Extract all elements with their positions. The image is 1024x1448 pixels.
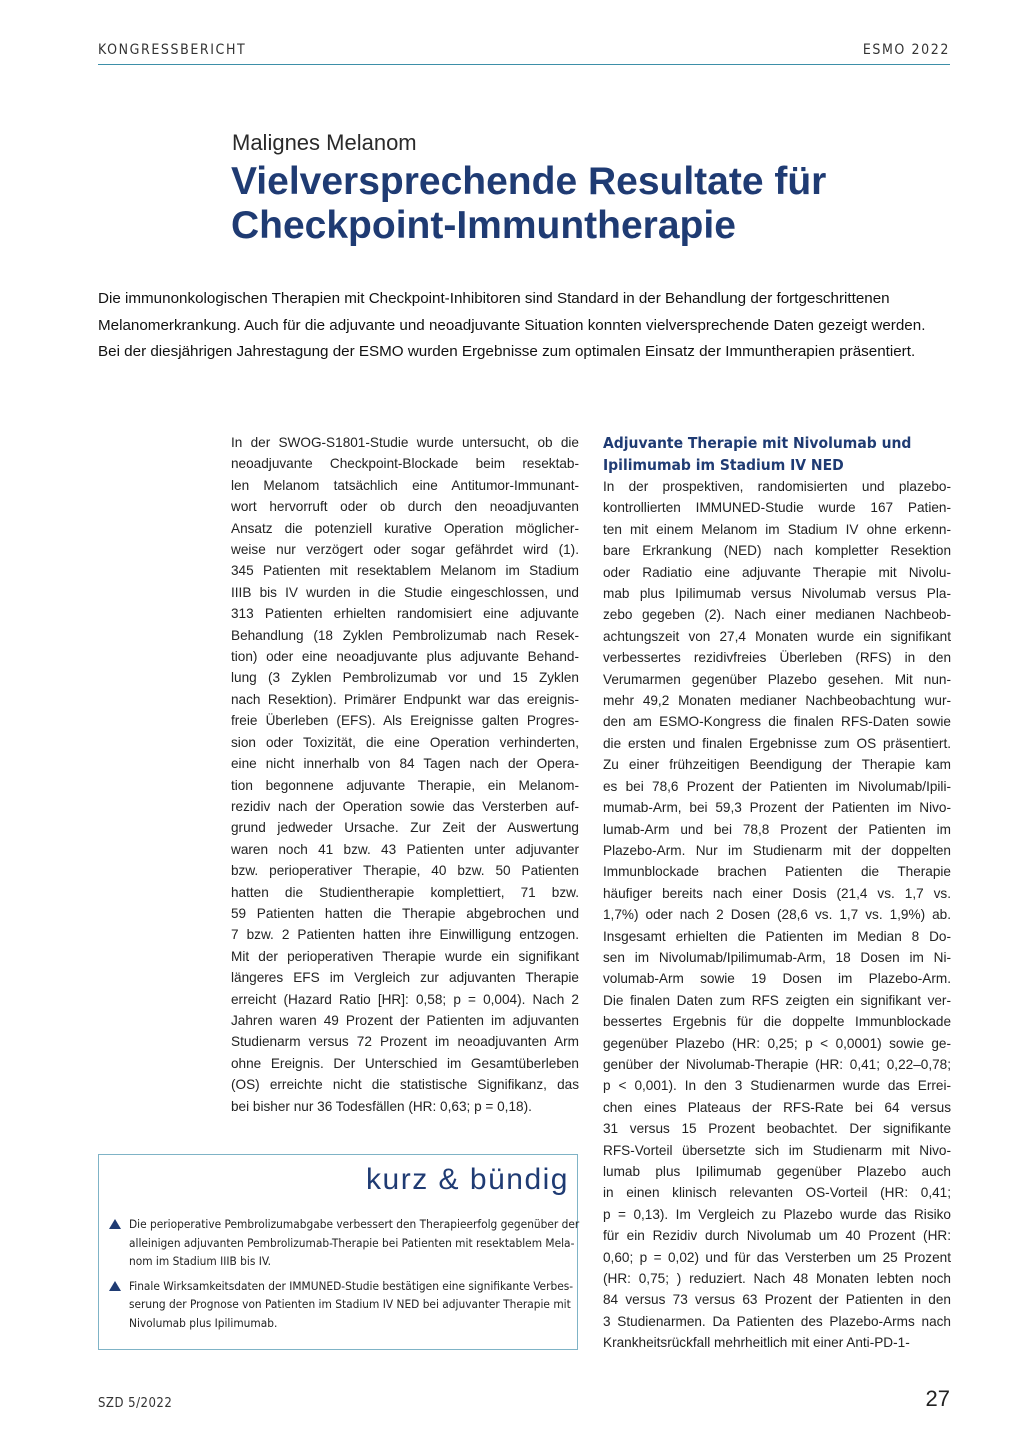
body-text-line: p = 0,13). Im Vergleich zu Plazebo wurde das Risiko — [603, 1206, 951, 1222]
body-text-line: Insgesamt erhielten die Patienten im Median 8 Do- — [603, 928, 951, 944]
summary-item — [107, 1215, 580, 1271]
triangle-up-icon — [109, 1219, 121, 1229]
body-text-line: ohne Ereignis. Der Unterschied im Gesamtüberleben — [231, 1055, 579, 1071]
body-text-line: p < 0,001). In den 3 Studienarmen wurde das Errei- — [603, 1078, 951, 1094]
body-text-line: wort hervorruft oder ob durch den neoadjuvanten — [231, 499, 579, 515]
body-text-line: oder Radiatio eine adjuvante Therapie mit Nivolu- — [603, 564, 951, 580]
body-text-line: es bei 78,6 Prozent der Patienten im Nivolumab/Ipili- — [603, 778, 951, 794]
body-text-line: Die finalen Daten zum RFS zeigten ein signifikant ver- — [603, 992, 951, 1008]
title-line: Checkpoint-Immuntherapie — [231, 204, 736, 247]
event-label: ESMO 2022 — [862, 42, 950, 58]
body-text-line: mumab-Arm, bei 59,3 Prozent der Patienten im Nivo- — [603, 800, 951, 816]
title-line: Vielversprechende Resultate für — [231, 160, 827, 203]
running-header — [98, 40, 950, 65]
article-lead — [98, 286, 958, 366]
summary-text-line: serung der Prognose von Patienten im Stadium IV NED bei adjuvanter Therapie mit — [129, 1297, 571, 1311]
summary-text-line: alleinigen adjuvanten Pembrolizumab-Therapie bei Patienten mit resektablem Mela- — [129, 1235, 575, 1250]
body-text-line: grund jedweder Ursache. Zur Zeit der Auswertung — [231, 820, 579, 836]
body-text-line: bzw. perioperativer Therapie, 40 bzw. 50 Patienten — [231, 863, 579, 879]
body-text-line: tion begonnene adjuvante Therapie, ein Melanom- — [231, 777, 579, 793]
lead-line: Bei der diesjährigen Jahrestagung der ESMO wurden Ergebnisse zum optimalen Einsatz der Immuntherapien präsentiert. — [98, 343, 916, 360]
body-text-line: verbessertes rezidivfreies Überleben (RFS) in den — [603, 650, 951, 666]
body-text-line: hatten die Studientherapie komplettiert, 71 bzw. — [231, 884, 579, 900]
triangle-up-icon — [109, 1281, 121, 1291]
summary-list — [107, 1215, 580, 1338]
body-text-line: volumab-Arm sowie 19 Dosen im Plazebo-Arm. — [603, 971, 951, 987]
body-text-line: In der prospektiven, randomisierten und plazebo- — [603, 479, 951, 494]
body-text-line: mehr 49,2 Monaten medianer Nachbeobachtung wur- — [603, 693, 951, 709]
body-text-line: eine nicht innerhalb von 84 Tagen nach der Opera- — [231, 756, 579, 772]
body-text-line: Immunblockade brachen Patienten die Therapie — [603, 864, 951, 880]
body-text-line: mab plus Ipilimumab versus Nivolumab versus Pla- — [603, 586, 951, 602]
left-column — [231, 432, 579, 1117]
body-text-line: 3 Studienarmen. Da Patienten des Plazebo-Arms nach — [603, 1313, 951, 1329]
body-text-line: lung (3 Zyklen Pembrolizumab vor und 15 Zyklen — [231, 670, 579, 686]
body-text-line: 31 versus 15 Prozent beobachtet. Der signifikante — [603, 1121, 951, 1137]
body-text-line: lumab-Arm und bei 78,8 Prozent der Patienten im — [603, 821, 951, 837]
body-text-line: rezidiv nach der Operation sowie das Versterben auf- — [231, 798, 579, 814]
body-text-line: Plazebo-Arm. Nur im Studienarm mit der doppelten — [603, 842, 951, 858]
body-text-line: Zu einer frühzeitigen Beendigung der Therapie kam — [603, 757, 951, 773]
body-text-line: häufiger bereits nach einer Dosis (21,4 vs. 1,7 vs. — [603, 885, 951, 901]
body-text-line: genüber der Nivolumab-Therapie (HR: 0,41; 0,22–0,78; — [603, 1056, 951, 1072]
body-text-line: sen im Nivolumab/Ipilimumab-Arm, 18 Dosen im Ni- — [603, 949, 951, 965]
body-text-line: 1,7%) oder nach 2 Dosen (28,6 vs. 1,7 vs. 1,9%) ab. — [603, 907, 951, 923]
section-heading-line: Ipilimumab im Stadium IV NED — [603, 456, 844, 474]
body-text-line: Ansatz die potenziell kurative Operation möglicher- — [231, 520, 579, 536]
body-text-line: 7 bzw. 2 Patienten hatten ihre Einwilligung entzogen. — [231, 927, 579, 943]
body-text-line: freie Überleben (EFS). Als Ereignisse galten Progres- — [231, 713, 579, 729]
body-text-line: in einen klinisch relevanten OS-Vorteil (HR: 0,41; — [603, 1185, 951, 1201]
body-text-line: sion oder Toxizität, die eine Operation verhinderten, — [231, 734, 579, 750]
body-text-line: len Melanom tatsächlich eine Antitumor-Immunant- — [231, 477, 579, 493]
page-number: 27 — [925, 1386, 950, 1411]
body-text-line: 59 Patienten hatten die Therapie abgebrochen und — [231, 905, 579, 921]
right-column — [603, 476, 951, 1354]
body-text-line: achtungszeit von 27,4 Monaten wurde ein signifikant — [603, 628, 951, 644]
body-text-line: neoadjuvante Checkpoint-Blockade beim resektab- — [231, 456, 579, 472]
summary-text-line: Nivolumab plus Ipilimumab. — [129, 1315, 278, 1330]
body-text-line: 313 Patienten erhielten randomisiert eine adjuvante — [231, 606, 579, 622]
body-text-line: 84 versus 73 versus 63 Prozent der Patienten in den — [603, 1292, 951, 1308]
body-text-line: bessertes Ergebnis für die doppelte Immunblockade — [603, 1014, 951, 1030]
summary-box — [98, 1154, 578, 1350]
body-text-line: RFS-Vorteil übersetzte sich im Studienarm mit Nivo- — [603, 1142, 951, 1158]
body-text-line: Mit der perioperativen Therapie wurde ein signifikant — [231, 948, 579, 964]
body-text-line: (HR: 0,75; ) reduziert. Nach 48 Monaten lebten noch — [603, 1271, 951, 1287]
journal-issue: SZD 5/2022 — [98, 1396, 173, 1411]
lead-line: Die immunonkologischen Therapien mit Checkpoint-Inhibitoren sind Standard in der Behandlung der fortgeschrittenen — [98, 290, 890, 307]
body-text-line: Krankheitsrückfall mehrheitlich mit einer Anti-PD-1- — [603, 1335, 910, 1351]
body-text-line: bare Erkrankung (NED) nach kompletter Resektion — [603, 543, 951, 559]
section-heading — [603, 432, 951, 476]
body-text-line: 0,60; p = 0,02) und für das Versterben um 25 Prozent — [603, 1249, 951, 1265]
body-text-line: gegenüber Plazebo (HR: 0,25; p < 0,0001) sowie ge- — [603, 1035, 951, 1051]
section-label: KONGRESSBERICHT — [98, 42, 247, 58]
section-heading-line: Adjuvante Therapie mit Nivolumab und — [603, 434, 912, 452]
body-text-line: waren noch 41 bzw. 43 Patienten unter adjuvanter — [231, 841, 579, 857]
body-text-line: In der SWOG-S1801-Studie wurde untersucht, ob die — [231, 435, 579, 450]
summary-text-line: Die perioperative Pembrolizumabgabe verbessert den Therapieerfolg gegenüber der — [129, 1217, 580, 1231]
body-text-line: tion) oder eine neoadjuvante plus adjuvante Behand- — [231, 649, 579, 665]
body-text-line: erreicht (Hazard Ratio [HR]: 0,58; p = 0,004). Nach 2 — [231, 991, 579, 1007]
body-text-line: 345 Patienten mit resektablem Melanom im Stadium — [231, 563, 579, 579]
body-text-line: Behandlung (18 Zyklen Pembrolizumab nach Resek- — [231, 627, 579, 643]
article-kicker: Malignes Melanom — [232, 130, 417, 155]
body-text-line: weise nur verzögert oder sogar gefährdet wird (1). — [231, 542, 579, 558]
summary-item-text — [129, 1215, 580, 1271]
body-text-line: Studienarm versus 72 Prozent im neoadjuvanten Arm — [231, 1034, 579, 1050]
body-text-line: längeres EFS im Vergleich zur adjuvanten Therapie — [231, 970, 579, 986]
body-text-line: für ein Rezidiv durch Nivolumab um 40 Prozent (HR: — [603, 1228, 951, 1244]
body-text-line: Verumarmen gegenüber Plazebo gesehen. Mit nun- — [603, 671, 951, 687]
body-text-line: bei bisher nur 36 Todesfällen (HR: 0,63; p = 0,18). — [231, 1098, 532, 1114]
body-text-line: die ersten und finalen Ergebnisse zum OS präsentiert. — [603, 735, 951, 751]
body-text-line: kontrollierten IMMUNED-Studie wurde 167 Patien- — [603, 500, 951, 516]
body-text-line: IIIB bis IV wurden in die Studie eingeschlossen, und — [231, 584, 579, 600]
summary-item-text — [129, 1277, 574, 1333]
body-text-line: den am ESMO-Kongress die finalen RFS-Daten sowie — [603, 714, 951, 730]
summary-title: kurz & bündig — [366, 1163, 569, 1196]
body-text-line: lumab plus Ipilimumab gegenüber Plazebo auch — [603, 1164, 951, 1179]
summary-item — [107, 1277, 574, 1333]
body-text-line: chen eines Plateaus der RFS-Rate bei 64 versus — [603, 1099, 951, 1115]
article-title — [231, 160, 951, 248]
lead-line: Melanomerkrankung. Auch für die adjuvante und neoadjuvante Situation konnten vielversprechende Daten gezeigt werden. — [98, 316, 926, 334]
summary-text-line: Finale Wirksamkeitsdaten der IMMUNED-Studie bestätigen eine signifikante Verbes- — [129, 1278, 574, 1293]
body-text-line: Jahren waren 49 Prozent der Patienten im adjuvanten — [231, 1012, 579, 1028]
body-text-line: zebo gegeben (2). Nach einer medianen Nachbeob- — [603, 607, 951, 623]
body-text-line: nach Resektion). Primärer Endpunkt war das ereignis- — [231, 691, 579, 707]
body-text-line: (OS) erreichte nicht die statistische Signifikanz, das — [231, 1077, 579, 1093]
body-text-line: ten mit einem Melanom im Stadium IV ohne erkenn- — [603, 521, 951, 537]
summary-text-line: nom im Stadium IIIB bis IV. — [129, 1254, 271, 1268]
